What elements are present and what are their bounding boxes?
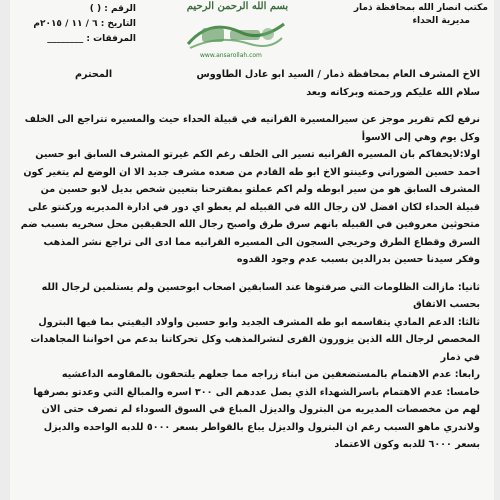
- paragraph-first: اولا:لايخفاكم بان المسيره القرانيه تسير الى الخلف رغم الكم غيرتو المشرف السابق ابو حسين احمد حسين الضوراني وعينتو الاخ ابو طه القادم من صعده مشرف جديد الا ان الوضع لم يتغير كون المشرف السابق هو من سير ابوطه ولم اكم عملتو بمقترحنا بتعيين شخص بديل لابو حسين من قبيلة الحداء لكان افضل لان رجال الله في القبيله لم يعطو اي دور في ادارة المديريه وركنتو على متحوثين معروفين في القبيله بانهم سرق طرق واصبح رجال الله الحقيقين محل سخريه بسبب ضم السرق وقطاع الطرق وخريجي السجون الى المسيره القرانيه مما ادى الى تراجع نشر المذهب وفكر سيدنا حسين بدرالدين بسبب عدم وجود القدوه: [20, 149, 480, 265]
- document-meta: [16, 2, 136, 47]
- paragraph-intro: نرفع لكم تقرير موجز عن سيرالمسيرة القرانيه في قبيلة الحداء حيث والمسيره تتراجع الى الخلف وكل يوم وهي إلى الاسوأ: [24, 114, 480, 143]
- logo-emblem-icon: [180, 14, 290, 54]
- reference-number: الرقم : ( ): [89, 4, 136, 14]
- respect-word: المحترم: [75, 69, 113, 80]
- org-line-2: مديرية الحداء: [412, 16, 470, 26]
- greeting: سلام الله عليكم ورحمته وبركاته وبعد: [306, 86, 480, 98]
- letter-page: [10, 0, 494, 500]
- letterhead: [10, 0, 494, 58]
- document-date: التاريخ : ٦ / ١١ / ٢٠١٥م: [33, 19, 136, 29]
- attachments-field: المرفقات : ________: [47, 34, 136, 44]
- logo-website: www.ansarollah.com: [200, 52, 262, 59]
- basmala-text: بسم الله الرحمن الرحيم: [186, 1, 289, 12]
- addressee: الاخ المشرف العام بمحافظة ذمار / السيد ابو عادل الطاووس: [196, 69, 480, 80]
- ansarollah-logo: [180, 14, 290, 54]
- letter-body: [20, 66, 480, 454]
- paragraph-fourth: رابعا: عدم الاهتمام بالمستضعفين من ابناء زراجه مما جعلهم يلتحقون بالمقاومه الداعشيه: [61, 369, 480, 380]
- organization-name: [354, 2, 488, 28]
- paragraph-second: ثانيا: مازالت الظلومات التي صرفتوها عند السابقين اصحاب ابوحسين ولم يستلمين لرجال الله بحسب الاتفاق: [41, 281, 480, 310]
- addressee-line: [20, 66, 480, 84]
- paragraph-third: ثالثا: الدعم المادي يتقاسمه ابو طه المشرف الجديد وابو حسين واولاد اليفيتي بما فيها البترول المخصص لرجال الله الذين يزورون القرى لنشرالمذهب وكل تحركاتنا بدعم من اخواننا المجاهدات في ذمار: [30, 316, 480, 363]
- paragraph-fifth: خامسا: عدم الاهتمام باسرالشهداء الذي يصل عددهم الى ٣٠٠ اسره والمبالغ التي وعدتو بصرفها لهم من مخصصات المديريه من البترول والديزل المباع في السوق السوداء لم تصرف حتى الان ولاندري ماهو السبب رغم ان البترول والديزل يباع بالقواطر بسعر ٥٠٠٠ للدبه الواحده والديزل بسعر ٦٠٠٠ للدبه وكون الاعتماد: [33, 386, 480, 450]
- org-line-1: مكتب انصار الله بمحافظة ذمار: [353, 3, 488, 13]
